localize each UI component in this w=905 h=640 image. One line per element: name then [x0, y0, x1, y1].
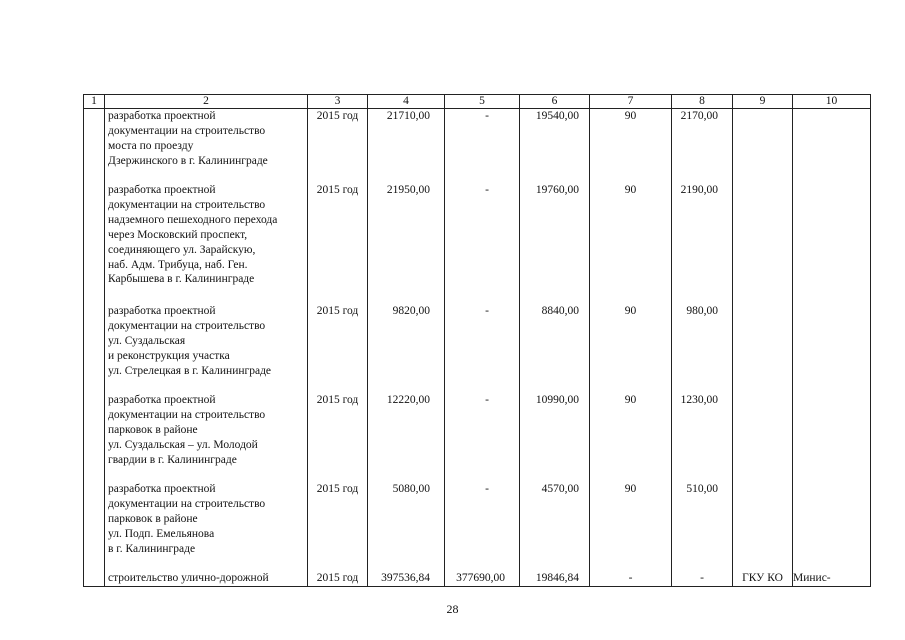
local-cell: 2170,00 [672, 109, 733, 184]
year-cell: 2015 год [308, 482, 368, 571]
total-cell: 12220,00 [368, 393, 445, 482]
budget-table [83, 94, 871, 587]
year-cell: 2015 год [308, 393, 368, 482]
page-number: 28 [446, 602, 459, 616]
table-row [84, 393, 871, 482]
customer-cell: ГКУ КО [733, 571, 793, 587]
description-cell: разработка проектной документации на строительство ул. Суздальская и реконструкция участка ул. Стрелецкая в г. Калининграде [105, 304, 308, 393]
table-row [84, 109, 871, 184]
percent-cell: - [590, 571, 672, 587]
local-cell: 980,00 [672, 304, 733, 393]
column-header-3: 3 [308, 95, 368, 109]
row-number-cell [84, 183, 105, 304]
percent-cell: 90 [590, 482, 672, 571]
row-number-cell [84, 304, 105, 393]
header-row [84, 95, 871, 109]
column-header-7: 7 [590, 95, 672, 109]
regional-cell: 10990,00 [520, 393, 590, 482]
responsible-cell [793, 304, 871, 393]
percent-cell: 90 [590, 183, 672, 304]
total-cell: 5080,00 [368, 482, 445, 571]
table-row [84, 183, 871, 304]
customer-cell [733, 393, 793, 482]
year-cell: 2015 год [308, 183, 368, 304]
row-number-cell [84, 393, 105, 482]
local-cell: - [672, 571, 733, 587]
description-cell: разработка проектной документации на строительство парковок в районе ул. Подп. Емельянова в г. Калининграде [105, 482, 308, 571]
regional-cell: 19540,00 [520, 109, 590, 184]
responsible-cell [793, 393, 871, 482]
year-cell: 2015 год [308, 571, 368, 587]
row-number-cell [84, 571, 105, 587]
description-cell: строительство улично-дорожной [105, 571, 308, 587]
row-number-cell [84, 109, 105, 184]
total-cell: 21950,00 [368, 183, 445, 304]
year-cell: 2015 год [308, 304, 368, 393]
column-header-9: 9 [733, 95, 793, 109]
description-cell: разработка проектной документации на строительство парковок в районе ул. Суздальская – ул. Молодой гвардии в г. Калининграде [105, 393, 308, 482]
regional-cell: 19760,00 [520, 183, 590, 304]
column-header-2: 2 [105, 95, 308, 109]
responsible-cell [793, 109, 871, 184]
table-row [84, 571, 871, 587]
federal-cell: - [445, 183, 520, 304]
description-cell: разработка проектной документации на строительство надземного пешеходного перехода через Московский проспект, соединяющего ул. Зарайскую, наб. Адм. Трибуца, наб. Ген. Карбышева в г. Калининграде [105, 183, 308, 304]
column-header-5: 5 [445, 95, 520, 109]
customer-cell [733, 109, 793, 184]
column-header-4: 4 [368, 95, 445, 109]
column-header-1: 1 [84, 95, 105, 109]
description-cell: разработка проектной документации на строительство моста по проезду Дзержинского в г. Калининграде [105, 109, 308, 184]
regional-cell: 8840,00 [520, 304, 590, 393]
customer-cell [733, 183, 793, 304]
local-cell: 2190,00 [672, 183, 733, 304]
federal-cell: - [445, 304, 520, 393]
federal-cell: 377690,00 [445, 571, 520, 587]
federal-cell: - [445, 393, 520, 482]
column-header-8: 8 [672, 95, 733, 109]
local-cell: 1230,00 [672, 393, 733, 482]
regional-cell: 19846,84 [520, 571, 590, 587]
responsible-cell [793, 482, 871, 571]
year-cell: 2015 год [308, 109, 368, 184]
percent-cell: 90 [590, 393, 672, 482]
federal-cell: - [445, 482, 520, 571]
column-header-6: 6 [520, 95, 590, 109]
responsible-cell: Минис- [793, 571, 871, 587]
customer-cell [733, 482, 793, 571]
regional-cell: 4570,00 [520, 482, 590, 571]
percent-cell: 90 [590, 304, 672, 393]
column-header-10: 10 [793, 95, 871, 109]
percent-cell: 90 [590, 109, 672, 184]
customer-cell [733, 304, 793, 393]
row-number-cell [84, 482, 105, 571]
local-cell: 510,00 [672, 482, 733, 571]
total-cell: 21710,00 [368, 109, 445, 184]
table-row [84, 482, 871, 571]
table-row [84, 304, 871, 393]
total-cell: 9820,00 [368, 304, 445, 393]
responsible-cell [793, 183, 871, 304]
total-cell: 397536,84 [368, 571, 445, 587]
federal-cell: - [445, 109, 520, 184]
